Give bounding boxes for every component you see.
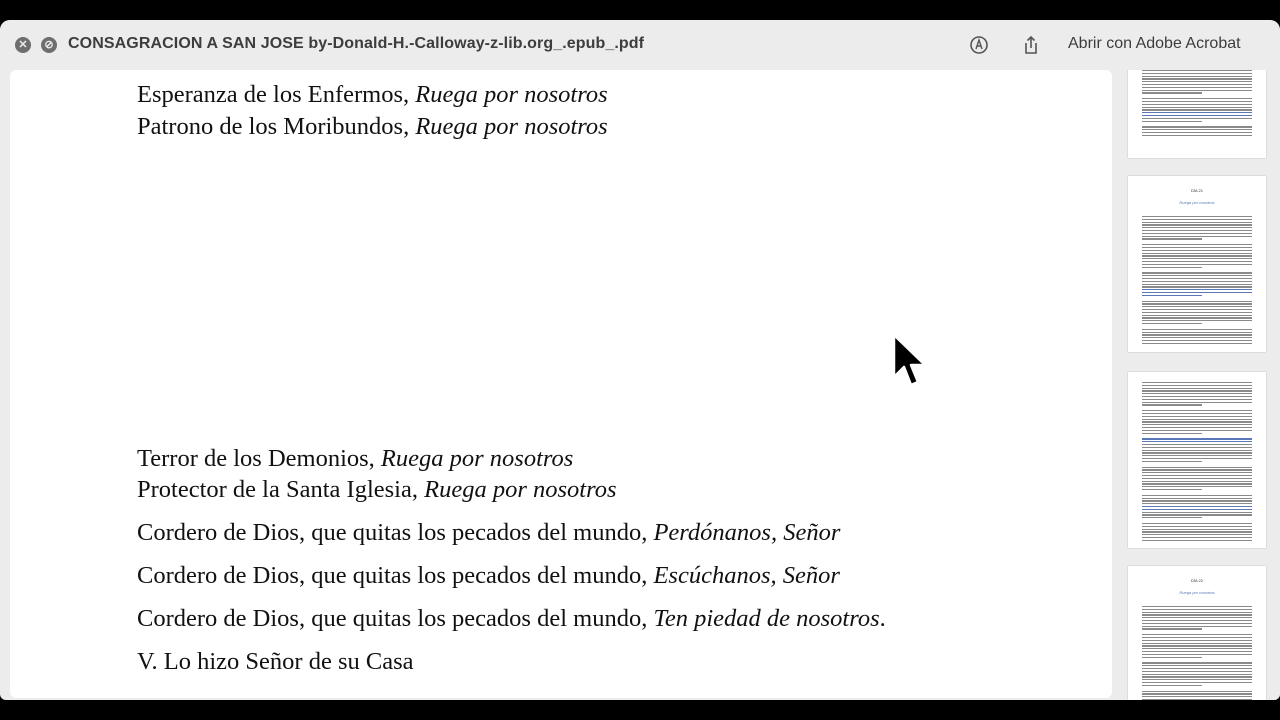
thumb-text-line xyxy=(1142,534,1252,535)
thumb-text-line xyxy=(1142,399,1252,400)
thumb-text-line xyxy=(1142,648,1252,649)
thumb-text-line xyxy=(1142,506,1252,507)
thumb-text-line xyxy=(1142,278,1252,279)
thumb-text-line xyxy=(1142,329,1252,330)
thumb-text-line xyxy=(1142,404,1202,405)
page-thumbnail[interactable] xyxy=(1128,372,1266,548)
pdf-viewer-window xyxy=(0,20,1280,700)
doc-line: Cordero de Dios, que quitas los pecados del mundo, Ten piedad de nosotros. xyxy=(137,605,886,632)
thumb-text-line xyxy=(1142,498,1252,499)
clipped-line xyxy=(137,70,143,78)
doc-line: Protector de la Santa Iglesia, Ruega por nosotros xyxy=(137,476,617,503)
thumb-text-line xyxy=(1142,303,1252,304)
thumb-text-line xyxy=(1142,258,1252,259)
thumb-text-line xyxy=(1142,340,1252,341)
thumb-text-line xyxy=(1142,654,1252,655)
thumb-text-line xyxy=(1142,315,1252,316)
thumb-text-line xyxy=(1142,537,1252,538)
page-thumbnail[interactable] xyxy=(1128,566,1266,700)
thumb-text-line xyxy=(1142,216,1252,217)
thumb-text-line xyxy=(1142,132,1252,133)
thumb-text-line xyxy=(1142,126,1252,127)
thumb-text-line xyxy=(1142,486,1252,487)
thumbnail-sidebar[interactable] xyxy=(1118,70,1280,700)
thumb-text-line xyxy=(1142,382,1252,383)
thumb-text-line xyxy=(1142,112,1252,113)
thumb-text-line xyxy=(1142,343,1252,344)
thumb-text-line xyxy=(1142,244,1252,245)
thumb-text-line xyxy=(1142,609,1252,610)
thumb-text-line xyxy=(1142,693,1252,694)
mouse-pointer-icon xyxy=(892,333,932,393)
window-title: CONSAGRACION A SAN JOSE by-Donald-H.-Calloway-z-lib.org_.epub_.pdf xyxy=(68,35,645,52)
thumb-text-line xyxy=(1142,284,1252,285)
doc-line: Cordero de Dios, que quitas los pecados del mundo, Escúchanos, Señor xyxy=(137,562,840,589)
thumb-text-line xyxy=(1142,236,1252,237)
thumb-text-line xyxy=(1142,230,1252,231)
thumb-text-line xyxy=(1142,334,1252,335)
thumb-text-line xyxy=(1142,233,1252,234)
thumb-text-line xyxy=(1142,107,1252,108)
doc-line: Patrono de los Moribundos, Ruega por nosotros xyxy=(137,113,608,140)
thumb-text-line xyxy=(1142,73,1252,74)
thumb-text-line xyxy=(1142,430,1252,431)
share-icon[interactable] xyxy=(1020,34,1042,56)
thumb-text-line xyxy=(1142,651,1252,652)
thumb-text-line xyxy=(1142,275,1252,276)
thumb-text-line xyxy=(1142,222,1252,223)
doc-line: Terror de los Demonios, Ruega por nosotros xyxy=(137,445,574,472)
thumb-text-line xyxy=(1142,90,1252,91)
thumb-text-line xyxy=(1142,250,1252,251)
title-bar xyxy=(0,20,1280,70)
thumb-text-line xyxy=(1142,626,1252,627)
thumb-text-line xyxy=(1142,509,1252,510)
thumb-text-line xyxy=(1142,461,1202,462)
thumb-text-line xyxy=(1142,483,1252,484)
thumb-text-line xyxy=(1142,255,1252,256)
document-page[interactable] xyxy=(10,70,1112,698)
bottom-bar xyxy=(0,700,1280,720)
thumb-text-line xyxy=(1142,421,1252,422)
thumb-text-line xyxy=(1142,628,1202,629)
thumb-text-line xyxy=(1142,413,1252,414)
thumb-text-line xyxy=(1142,617,1252,618)
thumb-text-line xyxy=(1142,517,1202,518)
thumb-text-line xyxy=(1142,682,1252,683)
thumb-text-line xyxy=(1142,634,1252,635)
thumb-text-line xyxy=(1142,396,1252,397)
thumb-text-line xyxy=(1142,472,1252,473)
thumb-text-line xyxy=(1142,447,1252,448)
thumb-text-line xyxy=(1142,637,1252,638)
thumb-text-line xyxy=(1142,438,1252,439)
page-thumbnail[interactable] xyxy=(1128,70,1266,158)
thumb-text-line xyxy=(1142,84,1252,85)
thumb-subheading: Ruega por nosotros xyxy=(1179,200,1215,205)
thumb-text-line xyxy=(1142,135,1252,136)
thumb-text-line xyxy=(1142,458,1252,459)
thumb-text-line xyxy=(1142,76,1252,77)
thumb-heading: DÍA 21 xyxy=(1190,188,1203,193)
markup-icon[interactable] xyxy=(968,34,990,56)
thumb-text-line xyxy=(1142,317,1252,318)
thumb-text-line xyxy=(1142,129,1252,130)
thumb-text-line xyxy=(1142,410,1252,411)
doc-line: Esperanza de los Enfermos, Ruega por nosotros xyxy=(137,81,608,108)
thumb-text-line xyxy=(1142,531,1252,532)
close-icon[interactable]: ✕ xyxy=(15,37,31,53)
thumb-text-line xyxy=(1142,121,1202,122)
thumb-text-line xyxy=(1142,514,1252,515)
thumb-text-line xyxy=(1142,685,1202,686)
thumb-text-line xyxy=(1142,238,1202,239)
thumb-text-line xyxy=(1142,455,1252,456)
thumb-text-line xyxy=(1142,424,1252,425)
thumb-text-line xyxy=(1142,620,1252,621)
thumb-text-line xyxy=(1142,481,1252,482)
thumb-text-line xyxy=(1142,475,1252,476)
thumb-text-line xyxy=(1142,104,1252,105)
thumb-text-line xyxy=(1142,70,1252,71)
thumb-text-line xyxy=(1142,309,1252,310)
thumb-heading: DÍA 22 xyxy=(1190,578,1203,583)
thumb-text-line xyxy=(1142,623,1252,624)
thumb-text-line xyxy=(1142,478,1252,479)
thumb-text-line xyxy=(1142,292,1252,293)
thumb-text-line xyxy=(1142,118,1252,119)
thumb-text-line xyxy=(1142,416,1252,417)
thumb-text-line xyxy=(1142,612,1252,613)
thumb-text-line xyxy=(1142,286,1252,287)
thumb-text-line xyxy=(1142,450,1252,451)
page-thumbnail[interactable] xyxy=(1128,176,1266,352)
thumb-text-line xyxy=(1142,81,1252,82)
thumb-text-line xyxy=(1142,665,1252,666)
minimize-icon[interactable]: ⊘ xyxy=(41,37,57,53)
thumb-text-line xyxy=(1142,495,1252,496)
open-with-acrobat-button[interactable]: Abrir con Adobe Acrobat xyxy=(1068,35,1241,52)
thumb-subheading: Ruega por nosotros xyxy=(1179,590,1215,595)
thumb-text-line xyxy=(1142,444,1252,445)
doc-line: Cordero de Dios, que quitas los pecados del mundo, Perdónanos, Señor xyxy=(137,519,841,546)
thumb-text-line xyxy=(1142,671,1252,672)
thumb-text-line xyxy=(1142,540,1252,541)
thumb-text-line xyxy=(1142,640,1252,641)
thumb-text-line xyxy=(1142,109,1252,110)
thumb-text-line xyxy=(1142,323,1202,324)
thumb-text-line xyxy=(1142,529,1252,530)
thumb-text-line xyxy=(1142,295,1202,296)
thumb-text-line xyxy=(1142,427,1252,428)
thumb-text-line xyxy=(1142,645,1252,646)
thumb-text-line xyxy=(1142,289,1252,290)
thumb-text-line xyxy=(1142,657,1202,658)
thumb-text-line xyxy=(1142,500,1252,501)
thumb-text-line xyxy=(1142,679,1252,680)
thumb-text-line xyxy=(1142,312,1252,313)
thumb-text-line xyxy=(1142,332,1252,333)
thumb-text-line xyxy=(1142,467,1252,468)
thumb-text-line xyxy=(1142,264,1252,265)
thumb-text-line xyxy=(1142,696,1252,697)
thumb-text-line xyxy=(1142,267,1202,268)
thumb-text-line xyxy=(1142,402,1252,403)
thumb-text-line xyxy=(1142,512,1252,513)
thumb-text-line xyxy=(1142,503,1252,504)
thumb-text-line xyxy=(1142,385,1252,386)
thumb-text-line xyxy=(1142,614,1252,615)
thumb-text-line xyxy=(1142,227,1252,228)
thumb-text-line xyxy=(1142,606,1252,607)
thumb-text-line xyxy=(1142,526,1252,527)
thumb-text-line xyxy=(1142,87,1252,88)
thumb-text-line xyxy=(1142,489,1202,490)
thumb-text-line xyxy=(1142,676,1252,677)
thumb-text-line xyxy=(1142,261,1252,262)
thumb-text-line xyxy=(1142,419,1252,420)
thumb-text-line xyxy=(1142,523,1252,524)
thumb-text-line xyxy=(1142,306,1252,307)
thumb-text-line xyxy=(1142,272,1252,273)
thumb-text-line xyxy=(1142,98,1252,99)
thumb-text-line xyxy=(1142,224,1252,225)
thumb-text-line xyxy=(1142,115,1252,116)
thumb-text-line xyxy=(1142,101,1252,102)
thumb-text-line xyxy=(1142,668,1252,669)
thumb-text-line xyxy=(1142,393,1252,394)
thumb-text-line xyxy=(1142,643,1252,644)
thumb-text-line xyxy=(1142,281,1252,282)
thumb-text-line xyxy=(1142,92,1202,93)
thumb-text-line xyxy=(1142,320,1252,321)
thumb-text-line xyxy=(1142,247,1252,248)
thumb-text-line xyxy=(1142,301,1252,302)
thumb-text-line xyxy=(1142,388,1252,389)
thumb-text-line xyxy=(1142,691,1252,692)
thumb-text-line xyxy=(1142,253,1252,254)
thumb-text-line xyxy=(1142,390,1252,391)
thumb-text-line xyxy=(1142,78,1252,79)
thumb-text-line xyxy=(1142,441,1252,442)
thumb-text-line xyxy=(1142,674,1252,675)
thumb-text-line xyxy=(1142,662,1252,663)
thumb-text-line xyxy=(1142,337,1252,338)
thumb-text-line xyxy=(1142,452,1252,453)
thumb-text-line xyxy=(1142,469,1252,470)
thumb-text-line xyxy=(1142,433,1202,434)
thumb-text-line xyxy=(1142,219,1252,220)
doc-line: V. Lo hizo Señor de su Casa xyxy=(137,648,414,675)
